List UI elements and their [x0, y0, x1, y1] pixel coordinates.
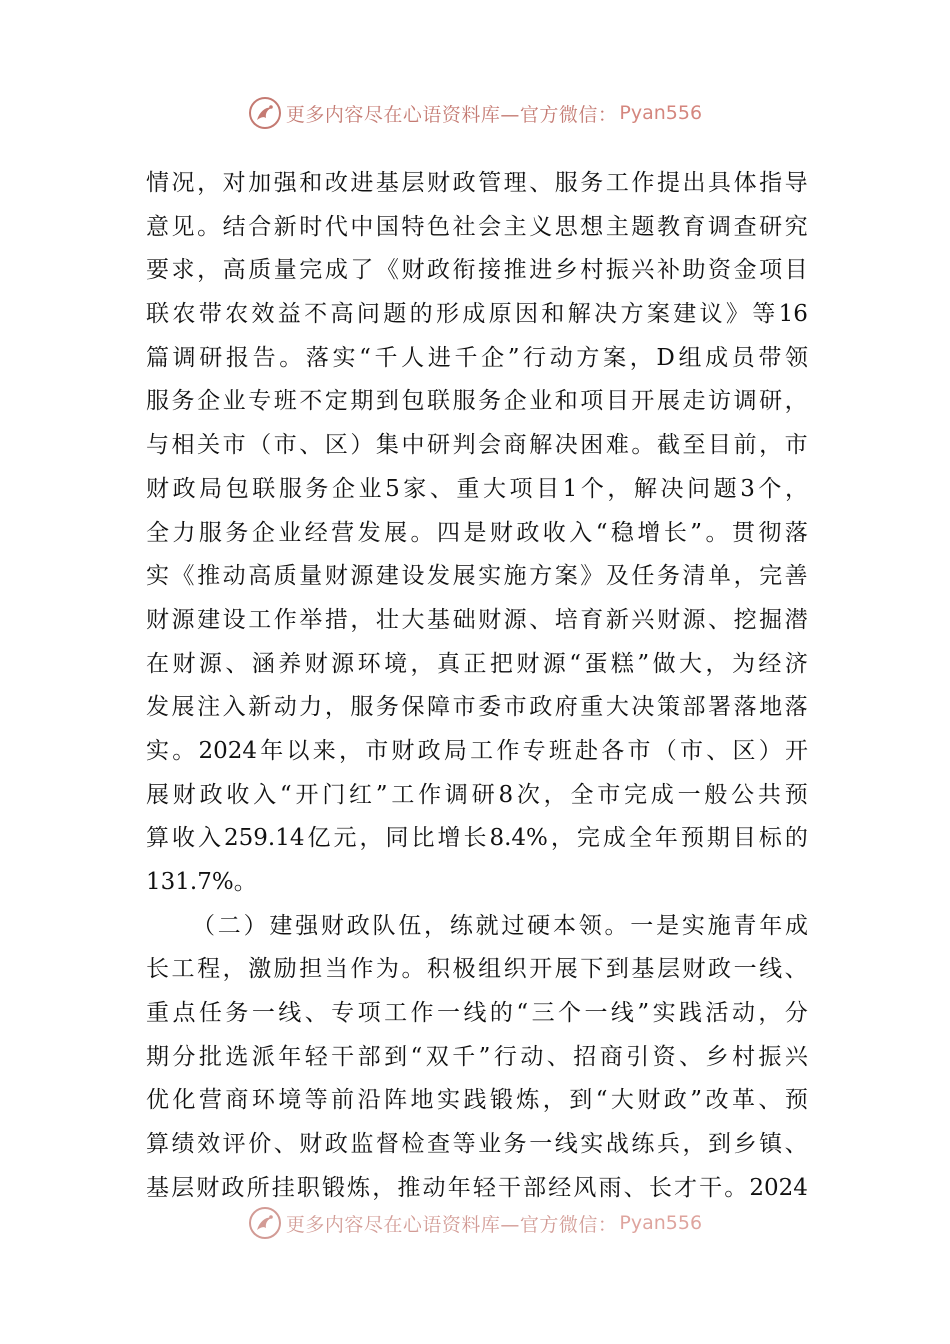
swan-logo-icon [248, 1206, 282, 1240]
text-line: 发 展 注 入 新 动 力 ， 服 务 保 障 市 委 市 政 府 重 大 决 策 部 署 落 地 落 [146, 694, 808, 721]
text-line: 全 力 服 务 企 业 经 营 发 展 。 四 是 财 政 收 入 “ 稳 增 长 ” 。 贯 彻 落 [146, 519, 808, 546]
footer-watermark [0, 1206, 950, 1240]
text-line: 算 收 入 259.14 亿 元 ， 同 比 增 长 8.4% ， 完 成 全 年 预 期 目 标 的 [146, 825, 808, 852]
text-line: 情 况 ， 对 加 强 和 改 进 基 层 财 政 管 理 、 服 务 工 作 提 出 具 体 指 导 [146, 170, 808, 196]
text-line: 算 绩 效 评 价 、 财 政 监 督 检 查 等 业 务 一 线 实 战 练 兵 ， 到 乡 镇 、 [146, 1131, 808, 1158]
watermark-wechat-id: Pyan556 [619, 102, 703, 124]
text-line: （ 二 ） 建 强 财 政 队 伍 ， 练 就 过 硬 本 领 。 一 是 实 施 青 年 成 [192, 912, 808, 939]
text-line: 财 政 局 包 联 服 务 企 业 5 家 、 重 大 项 目 1 个 ， 解 决 问 题 3 个 ， [146, 475, 808, 502]
text-line: 展 财 政 收 入 “ 开 门 红 ” 工 作 调 研 8 次 ， 全 市 完 成 一 般 公 共 预 [146, 781, 808, 808]
text-line: 长 工 程 ， 激 励 担 当 作 为 。 积 极 组 织 开 展 下 到 基 层 财 政 一 线 、 [146, 956, 808, 983]
text-line: 篇 调 研 报 告 。 落 实 “ 千 人 进 千 企 ” 行 动 方 案 ， D 组 成 员 带 领 [146, 344, 808, 371]
text-line: 服 务 企 业 专 班 不 定 期 到 包 联 服 务 企 业 和 项 目 开 展 走 访 调 研 ， [146, 388, 808, 415]
watermark-text: 更多内容尽在心语资料库—官方微信： [285, 103, 618, 126]
text-line: 要 求 ， 高 质 量 完 成 了 《 财 政 衔 接 推 进 乡 村 振 兴 补 助 资 金 项 目 [146, 257, 808, 284]
swan-logo-icon [248, 96, 282, 130]
header-watermark [0, 96, 950, 130]
text-line: 131.7%。 [146, 869, 257, 895]
watermark-wechat-id: Pyan556 [619, 1212, 703, 1234]
text-line: 优 化 营 商 环 境 等 前 沿 阵 地 实 践 锻 炼 ， 到 “ 大 财 政 ” 改 革 、 预 [146, 1087, 808, 1114]
text-line: 联 农 带 农 效 益 不 高 问 题 的 形 成 原 因 和 解 决 方 案 建 议 》 等 16 [146, 301, 808, 328]
text-line: 财 源 建 设 工 作 举 措 ， 壮 大 基 础 财 源 、 培 育 新 兴 财 源 、 挖 掘 潜 [146, 606, 808, 633]
document-body [146, 162, 808, 1211]
text-line: 实 。 2024 年 以 来 ， 市 财 政 局 工 作 专 班 赴 各 市 （ 市 、 区 ） 开 [146, 737, 808, 764]
text-line: 与 相 关 市 （ 市 、 区 ） 集 中 研 判 会 商 解 决 困 难 。 截 至 目 前 ， 市 [146, 432, 808, 459]
text-line: 期 分 批 选 派 年 轻 干 部 到 “ 双 千 ” 行 动 、 招 商 引 资 、 乡 村 振 兴 [146, 1043, 808, 1070]
watermark-text: 更多内容尽在心语资料库—官方微信： [285, 1213, 618, 1236]
text-line: 基 层 财 政 所 挂 职 锻 炼 ， 推 动 年 轻 干 部 经 风 雨 、 长 才 干 。 2024 [146, 1174, 808, 1201]
text-line: 重 点 任 务 一 线 、 专 项 工 作 一 线 的 “ 三 个 一 线 ” 实 践 活 动 ， 分 [146, 1000, 808, 1027]
text-line: 实 《 推 动 高 质 量 财 源 建 设 发 展 实 施 方 案 》 及 任 务 清 单 ， 完 善 [146, 563, 808, 590]
text-line: 在 财 源 、 涵 养 财 源 环 境 ， 真 正 把 财 源 “ 蛋 糕 ” 做 大 ， 为 经 济 [146, 650, 808, 677]
text-line: 意 见 。 结 合 新 时 代 中 国 特 色 社 会 主 义 思 想 主 题 教 育 调 查 研 究 [146, 213, 808, 240]
